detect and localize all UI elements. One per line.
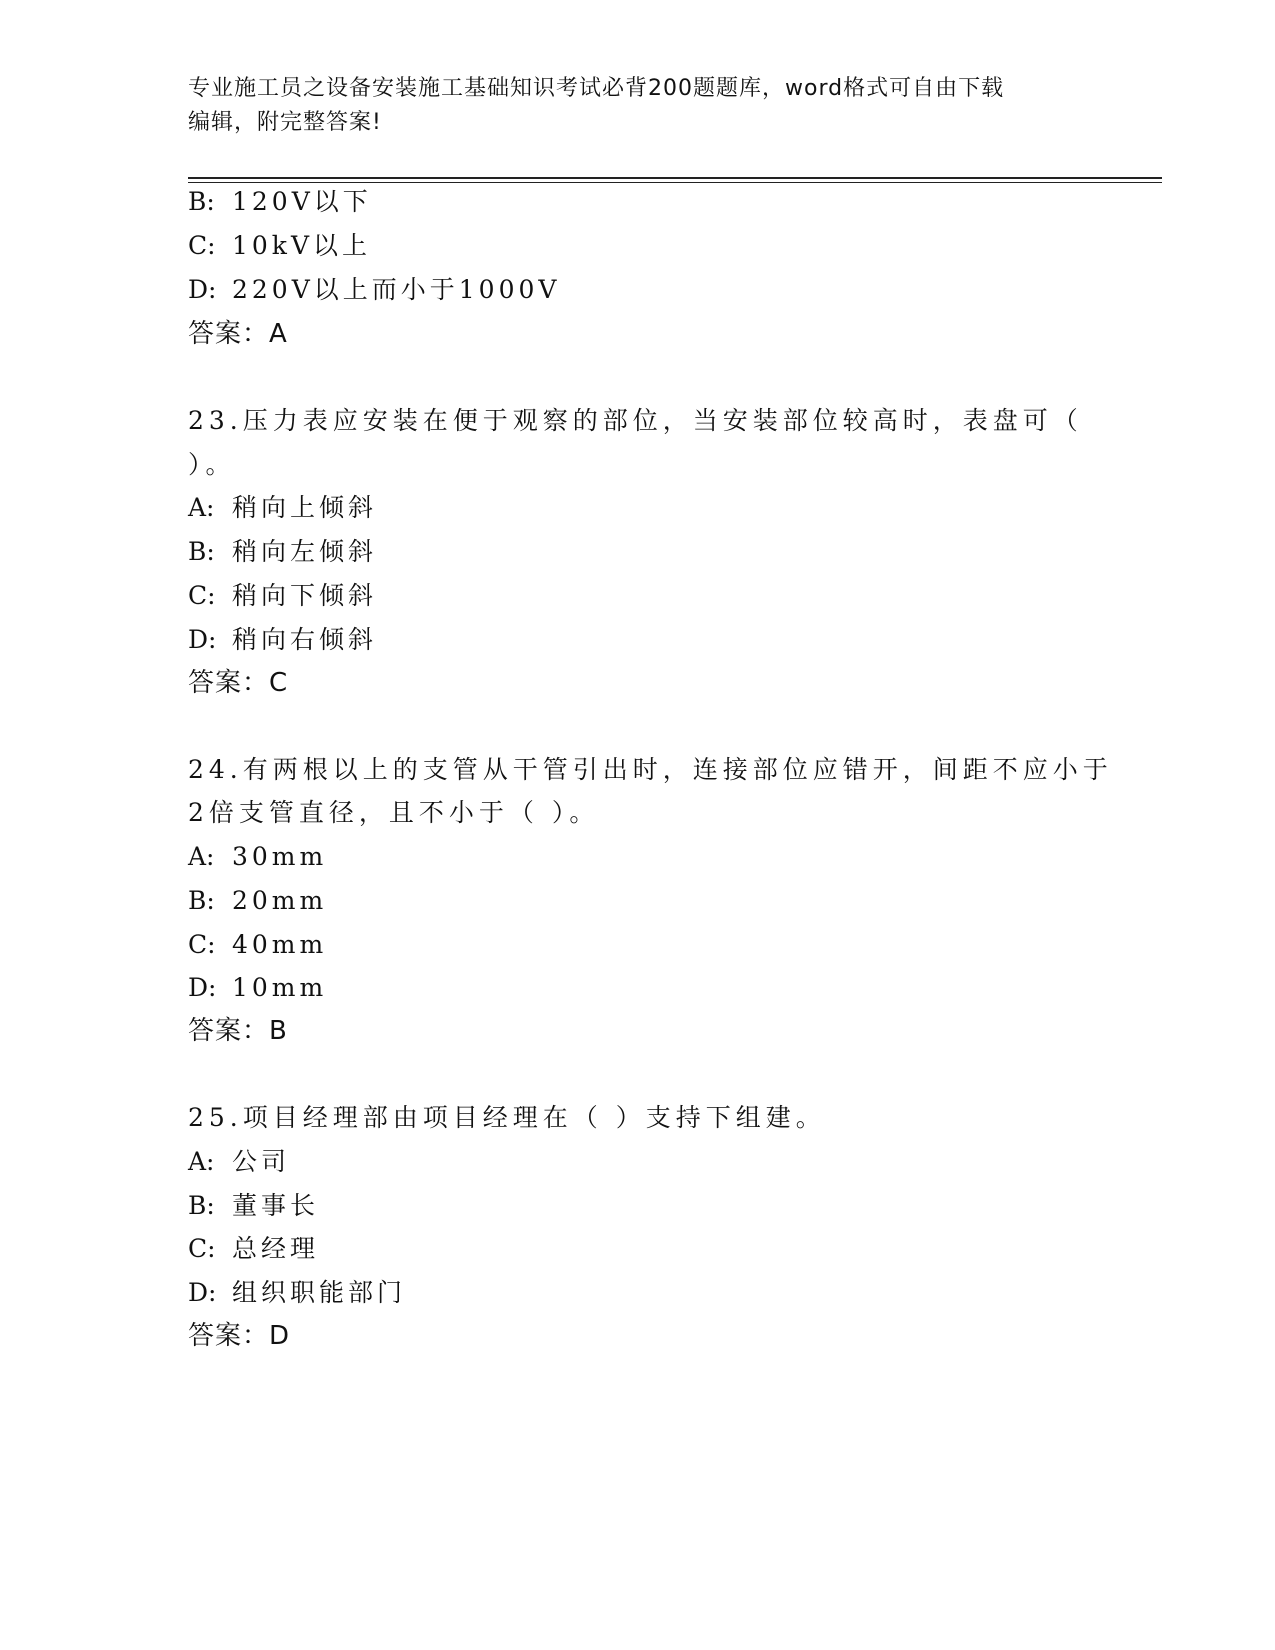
- q25-option-a: [188, 1146, 290, 1178]
- q24-answer: 答案：B: [188, 1016, 288, 1046]
- option-key: C:: [188, 1234, 216, 1263]
- q23-option-d: [188, 624, 377, 656]
- q24-option-b: [188, 885, 327, 917]
- q22-option-c: [188, 230, 371, 262]
- option-key: B:: [188, 1191, 215, 1220]
- option-key: D:: [188, 973, 217, 1002]
- option-key: D:: [188, 625, 217, 654]
- option-key: A:: [188, 493, 215, 522]
- header-title-line-2: 编辑，附完整答案!: [188, 110, 382, 135]
- option-key: A:: [188, 1147, 215, 1176]
- q23-answer: 答案：C: [188, 668, 289, 698]
- option-text: 公司: [232, 1147, 291, 1176]
- q24-stem-line-1: 24.有两根以上的支管从干管引出时，连接部位应错开，间距不应小于: [188, 755, 1113, 784]
- q24-option-c: [188, 929, 327, 961]
- header-divider-thin: [188, 182, 1162, 183]
- q25-stem-line-1: 25.项目经理部由项目经理在（ ）支持下组建。: [188, 1103, 826, 1132]
- q24-option-d: [188, 972, 327, 1004]
- option-key: D:: [188, 275, 217, 304]
- q23-stem-line-2: ）。: [188, 450, 236, 479]
- q23-stem-line-1: 23.压力表应安装在便于观察的部位，当安装部位较高时，表盘可（: [188, 406, 1083, 435]
- option-key: A:: [188, 842, 215, 871]
- option-key: B:: [188, 537, 215, 566]
- option-text: 总经理: [232, 1234, 320, 1263]
- option-text: 120V以下: [232, 187, 372, 216]
- option-text: 稍向下倾斜: [232, 581, 378, 610]
- option-text: 10mm: [232, 973, 328, 1002]
- option-key: C:: [188, 231, 216, 260]
- option-text: 稍向右倾斜: [232, 625, 378, 654]
- q22-option-d: [188, 274, 560, 306]
- q23-option-c: [188, 580, 377, 612]
- option-text: 董事长: [232, 1191, 320, 1220]
- option-text: 组织职能部门: [232, 1278, 407, 1307]
- option-text: 40mm: [232, 930, 328, 959]
- q25-option-c: [188, 1233, 319, 1265]
- option-text: 20mm: [232, 886, 328, 915]
- q22-answer: 答案：A: [188, 319, 288, 349]
- document-header: [188, 72, 1088, 140]
- option-text: 稍向左倾斜: [232, 537, 378, 566]
- header-divider-thick: [188, 177, 1162, 179]
- option-key: C:: [188, 930, 216, 959]
- q25-answer: 答案：D: [188, 1321, 291, 1351]
- q23-option-b: [188, 536, 377, 568]
- q25-option-b: [188, 1190, 319, 1222]
- option-key: D:: [188, 1278, 217, 1307]
- option-key: B:: [188, 187, 215, 216]
- option-key: C:: [188, 581, 216, 610]
- option-text: 220V以上而小于1000V: [232, 275, 561, 304]
- q25-option-d: [188, 1277, 406, 1309]
- q23-option-a: [188, 492, 377, 524]
- option-text: 稍向上倾斜: [232, 493, 378, 522]
- header-title-line-1: 专业施工员之设备安装施工基础知识考试必背200题题库，word格式可自由下载: [188, 76, 1005, 101]
- option-text: 10kV以上: [232, 231, 372, 260]
- q24-option-a: [188, 841, 327, 873]
- option-text: 30mm: [232, 842, 328, 871]
- q24-stem-line-2: 2倍支管直径，且不小于（ ）。: [188, 798, 600, 827]
- option-key: B:: [188, 886, 215, 915]
- q22-option-b: [188, 186, 372, 218]
